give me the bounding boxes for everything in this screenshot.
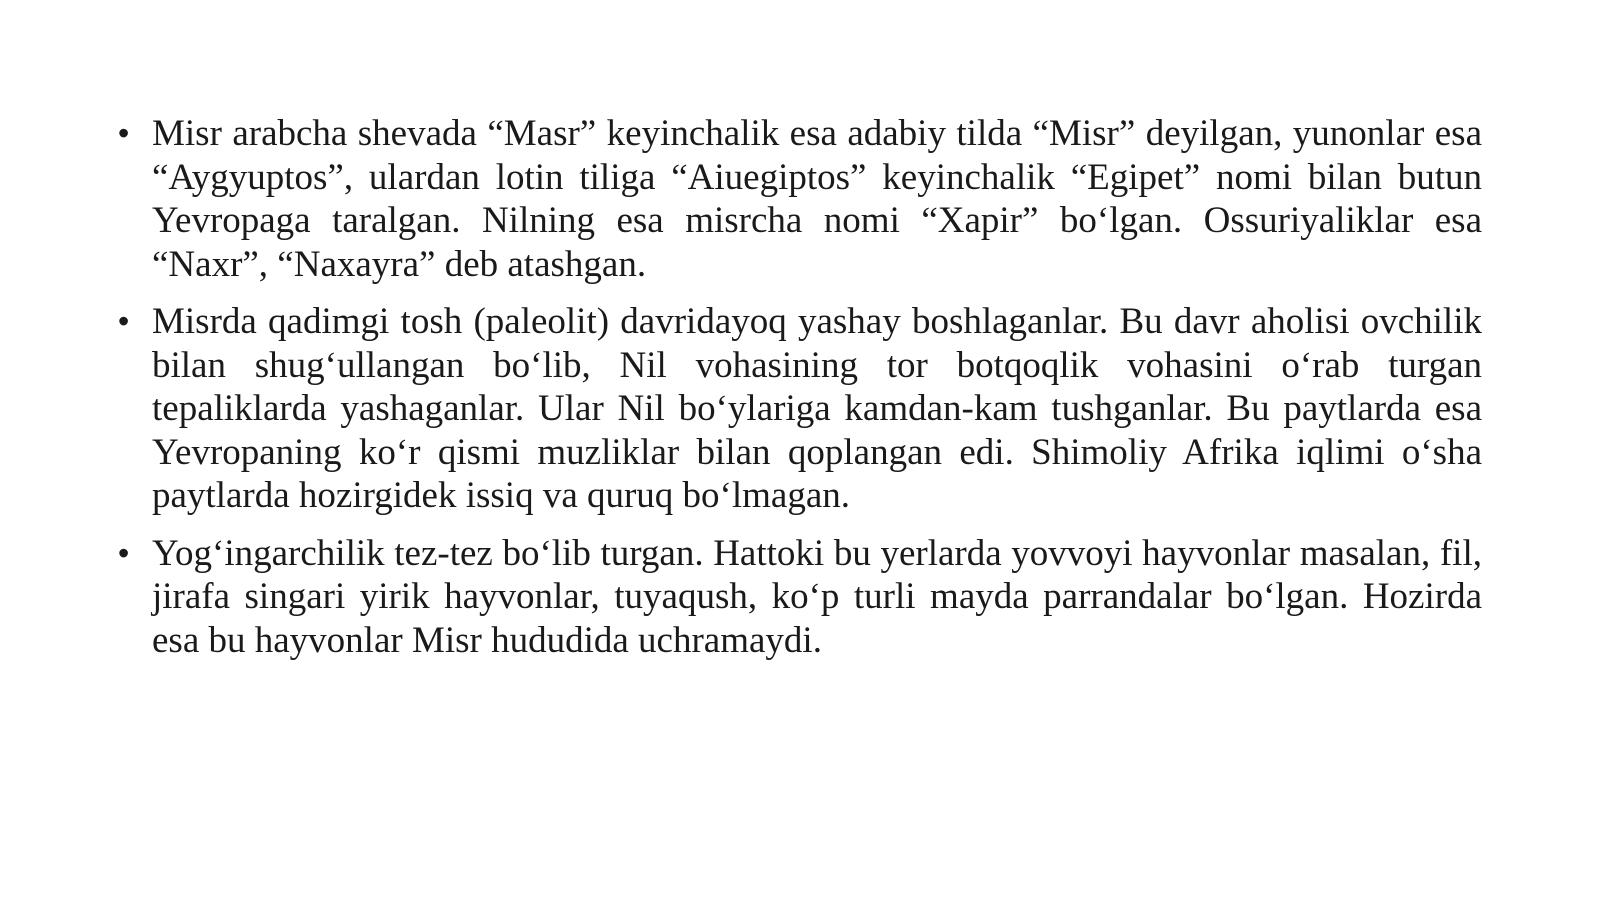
bullet-text: Misrda qadimgi tosh (paleolit) davridayoq yashay boshlaganlar. Bu davr aholisi ovchilik bilan shug‘ullangan bo‘lib, Nil vohasining tor botqoqlik vohasini o‘rab turgan tepaliklarda yashaganlar. Ular Nil bo‘ylariga kamdan-kam tushganlar. Bu paytlarda esa Yevropaning ko‘r qismi muzliklar bilan qoplangan edi. Shimoliy Afrika iqlimi o‘sha paytlarda hozirgidek issiq va quruq bo‘lmagan. xyxy=(152,301,1482,516)
bullet-text: Misr arabcha shevada “Masr” keyinchalik esa adabiy tilda “Misr” deyilgan, yunonlar esa “Aygyuptos”, ulardan lotin tiliga “Aiuegiptos” keyinchalik “Egipet” nomi bilan butun Yevropaga taralgan. Nilning esa misrcha nomi “Xapir” bo‘lgan. Ossuriyaliklar esa “Naxr”, “Naxayra” deb atashgan. xyxy=(152,113,1482,285)
bullet-list xyxy=(118,112,1482,676)
bullet-item-1 xyxy=(118,112,1482,286)
bullet-icon: • xyxy=(118,534,130,571)
bullet-item-2 xyxy=(118,300,1482,518)
bullet-text: Yog‘ingarchilik tez-tez bo‘lib turgan. Hattoki bu yerlarda yovvoyi hayvonlar masalan, fil, jirafa singari yirik hayvonlar, tuyaqush, ko‘p turli mayda parrandalar bo‘lgan. Hozirda esa bu hayvonlar Misr hududida uchramaydi. xyxy=(152,532,1482,661)
bullet-icon: • xyxy=(118,115,130,151)
bullet-icon: • xyxy=(118,303,130,339)
bullet-item-3 xyxy=(118,532,1482,663)
